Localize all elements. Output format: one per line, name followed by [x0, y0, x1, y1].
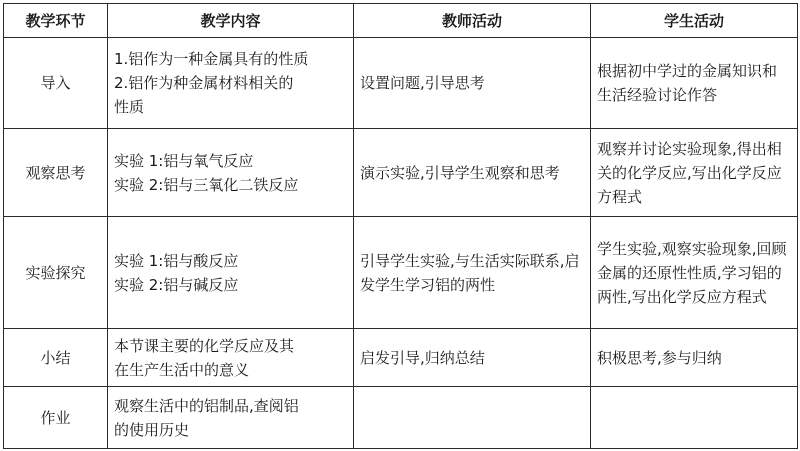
table-row: [4, 217, 798, 329]
table-row: [4, 387, 798, 449]
teacher-text: 启发引导,归纳总结: [360, 348, 485, 367]
content-line: 实验 2:铝与碱反应: [114, 275, 239, 294]
content-cell: [108, 329, 354, 387]
content-cell: [108, 387, 354, 449]
teacher-text: 演示实验,引导学生观察和思考: [360, 163, 560, 182]
stage-cell: 实验探究: [4, 217, 108, 329]
table-row: [4, 38, 798, 129]
lesson-plan-table: [3, 3, 798, 449]
stage-cell: 导入: [4, 38, 108, 129]
content-line: 实验 1:铝与氧气反应: [114, 151, 254, 170]
student-text: 学生实验,观察实验现象,回顾金属的还原性性质,学习铝的两性,写出化学反应方程式: [597, 239, 787, 306]
student-cell: [591, 38, 798, 129]
table-row: [4, 329, 798, 387]
content-line: 1.铝作为一种金属具有的性质: [114, 50, 309, 68]
teacher-cell: [354, 217, 591, 329]
student-cell: [591, 217, 798, 329]
table-row: [4, 129, 798, 217]
stage-cell: 小结: [4, 329, 108, 387]
student-cell: [591, 387, 798, 449]
content-line: 的使用历史: [114, 420, 190, 439]
teacher-cell: [354, 329, 591, 387]
student-text: 根据初中学过的金属知识和生活经验讨论作答: [597, 62, 778, 104]
content-line: 观察生活中的铝制品,查阅铝: [114, 396, 299, 415]
content-line: 2.铝作为种金属材料相关的: [114, 74, 294, 92]
header-teacher-activity: 教师活动: [354, 4, 591, 38]
stage-cell: 观察思考: [4, 129, 108, 217]
stage-cell: 作业: [4, 387, 108, 449]
student-cell: [591, 129, 798, 217]
header-row: [4, 4, 798, 38]
header-content: 教学内容: [108, 4, 354, 38]
content-line: 实验 2:铝与三氧化二铁反应: [114, 175, 299, 194]
teacher-cell: [354, 38, 591, 129]
teacher-text: 引导学生实验,与生活实际联系,启发学生学习铝的两性: [360, 251, 580, 294]
header-student-activity: 学生活动: [591, 4, 798, 38]
header-stage: 教学环节: [4, 4, 108, 38]
teacher-cell: [354, 129, 591, 217]
student-text: 积极思考,参与归纳: [597, 348, 722, 367]
content-line: 在生产生活中的意义: [114, 360, 250, 379]
content-line: 本节课主要的化学反应及其: [114, 336, 295, 355]
content-cell: [108, 38, 354, 129]
content-cell: [108, 217, 354, 329]
teacher-text: 设置问题,引导思考: [360, 74, 485, 92]
content-line: 实验 1:铝与酸反应: [114, 251, 239, 270]
student-cell: [591, 329, 798, 387]
student-text: 观察并讨论实验现象,得出相关的化学反应,写出化学反应方程式: [597, 139, 782, 206]
content-line: 性质: [114, 98, 145, 116]
content-cell: [108, 129, 354, 217]
teacher-cell: [354, 387, 591, 449]
